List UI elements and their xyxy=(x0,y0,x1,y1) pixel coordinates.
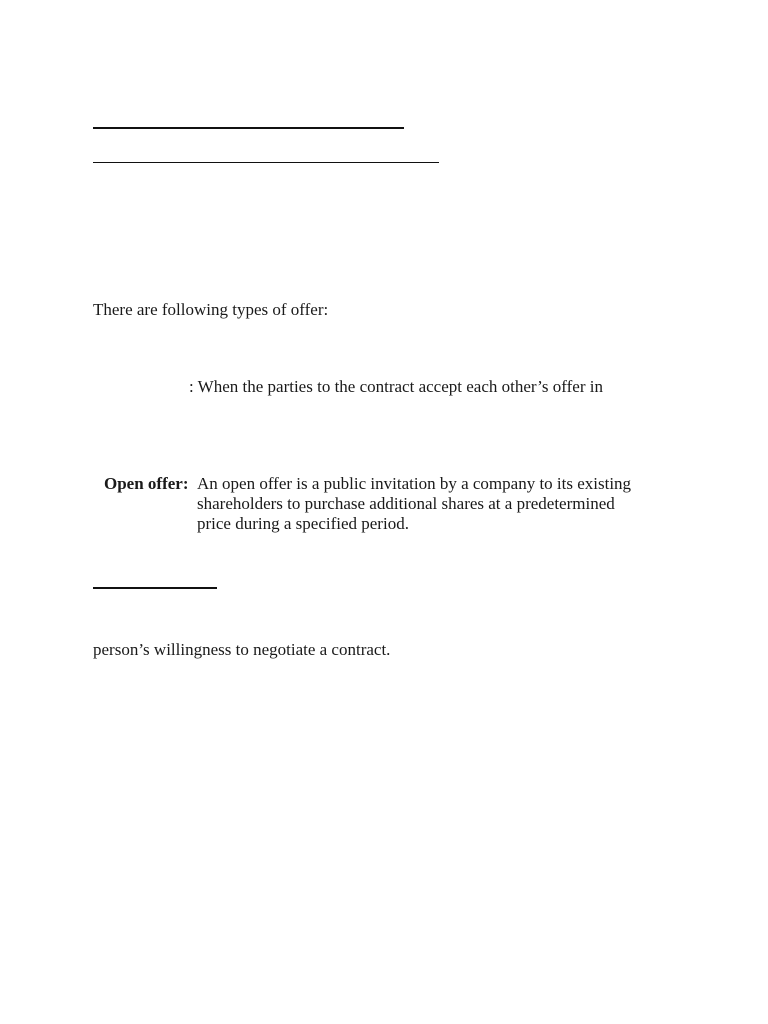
open-offer-label: Open offer: xyxy=(104,474,189,493)
open-offer-line-3: price during a specified period. xyxy=(197,514,409,533)
cross-offer-fragment: : When the parties to the contract accept each other’s offer in xyxy=(189,377,603,396)
heading-underline-1 xyxy=(93,127,404,129)
open-offer-description xyxy=(197,474,677,534)
section-underline xyxy=(93,587,217,589)
intro-line: There are following types of offer: xyxy=(93,300,329,319)
closing-fragment: person’s willingness to negotiate a contract. xyxy=(93,640,391,659)
open-offer-line-2: shareholders to purchase additional shares at a predetermined xyxy=(197,494,615,513)
open-offer-line-1: An open offer is a public invitation by a company to its existing xyxy=(197,474,632,493)
heading-underline-2 xyxy=(93,162,439,163)
